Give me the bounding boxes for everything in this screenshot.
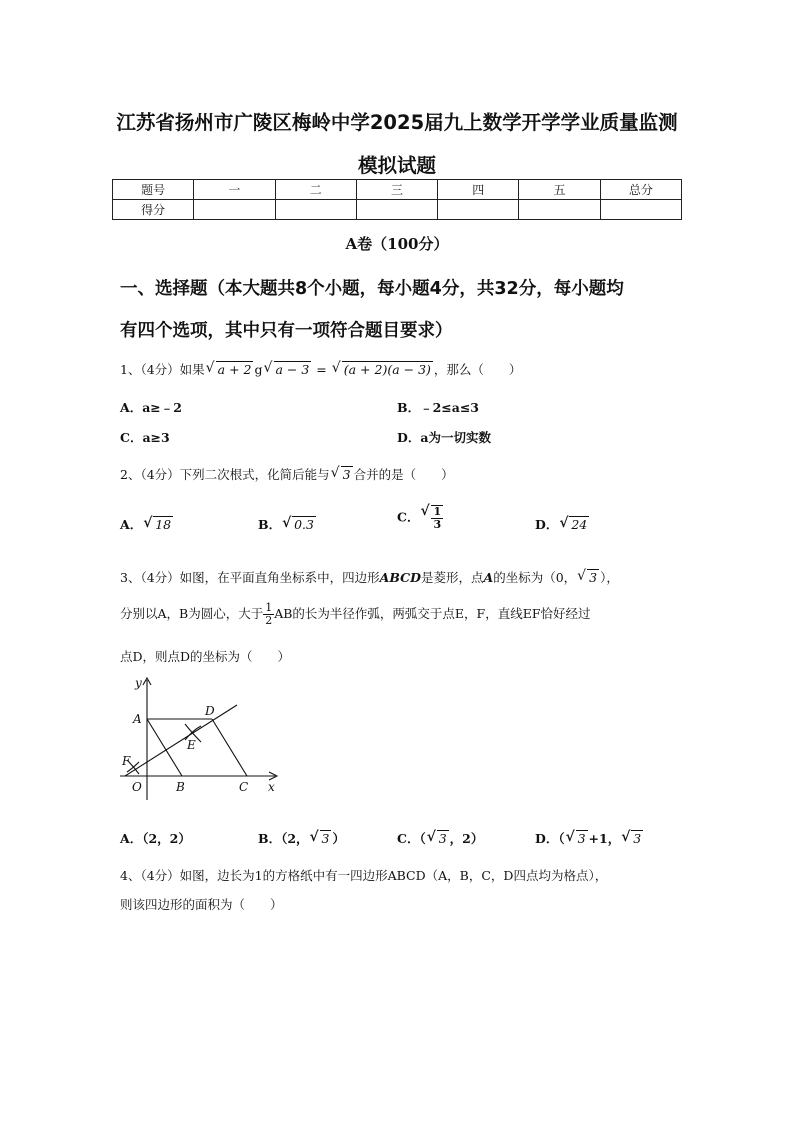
section-a-heading: A卷（100分）: [345, 235, 449, 253]
q1-option-d[interactable]: D．a为一切实数: [397, 430, 491, 445]
score-header-cell: 三: [356, 180, 437, 200]
score-row-label: 得分: [113, 200, 194, 220]
label-c: C: [239, 780, 249, 794]
question-3-line1: 3、（4分）如图，在平面直角坐标系中，四边形ABCD是菱形，点A的坐标为（0，√ 3 ），: [120, 568, 619, 586]
score-table-score-row: [113, 200, 682, 220]
q2-option-d[interactable]: D．√ 24: [535, 515, 590, 533]
score-cell[interactable]: [275, 200, 356, 220]
score-cell[interactable]: [194, 200, 275, 220]
q2-radical: √ 3: [331, 467, 353, 482]
label-d: D: [205, 704, 215, 718]
doc-title-line1: 江苏省扬州市广陵区梅岭中学2025届九上数学开学学业质量监测: [116, 111, 678, 134]
q2-suffix: 合并的是（ ）: [353, 467, 454, 482]
q2-option-c[interactable]: C． √ $\frac{1}{3}$: [397, 505, 444, 531]
label-x: x: [268, 780, 275, 794]
segment-ab: [147, 719, 182, 776]
score-cell[interactable]: [600, 200, 681, 220]
score-header-cell: 四: [438, 180, 519, 200]
score-table: [112, 179, 682, 220]
question-2-stem: [120, 465, 454, 483]
q3-option-c[interactable]: C．（√ 3 ，2）: [397, 829, 483, 847]
q2-option-b[interactable]: B．√ 0.3: [258, 515, 317, 533]
score-header-cell: 题号: [113, 180, 194, 200]
q3-option-a[interactable]: A．（2，2）: [120, 831, 191, 846]
line-ef: [125, 705, 237, 776]
q1-suffix: ，那么（ ）: [433, 362, 522, 377]
score-header-cell: 总分: [600, 180, 681, 200]
score-header-cell: 五: [519, 180, 600, 200]
label-y: y: [135, 676, 142, 690]
q1-radical-3: √ (a + 2)(a − 3): [332, 362, 433, 377]
q2-option-a[interactable]: A．√ 18: [120, 515, 174, 533]
question-1-stem: [120, 360, 521, 378]
question-4-line2: 则该四边形的面积为（ ）: [120, 897, 283, 912]
q3-figure: [115, 672, 290, 802]
q1-option-c[interactable]: C．a≥3: [120, 430, 170, 445]
q1-equals: =: [312, 362, 331, 377]
label-b: B: [176, 780, 185, 794]
question-3-line3: 点D，则点D的坐标为（ ）: [120, 649, 291, 664]
label-e: E: [187, 738, 196, 752]
q1-radical-1: √ a + 2: [206, 362, 254, 377]
section1-heading-line2: 有四个选项，其中只有一项符合题目要求）: [120, 321, 453, 341]
question-4-line1: 4、（4分）如图，边长为1的方格纸中有一四边形ABCD（A，B，C，D四点均为格点），: [120, 868, 608, 883]
q3-option-d[interactable]: D．（√ 3 +1，√ 3: [535, 829, 644, 847]
question-3-line2: 分别以A，B为圆心，大于 $\frac{1}{2}$ AB的长为半径作弧，两弧交于点E，F，直线EF恰好经过: [120, 601, 591, 627]
score-cell[interactable]: [438, 200, 519, 220]
segment-cd: [212, 719, 247, 776]
q1-dot: g: [254, 362, 263, 377]
q3-option-b[interactable]: B．（2，√ 3 ）: [258, 829, 345, 847]
q2-prefix: 2、（4分）下列二次根式，化简后能与: [120, 467, 330, 482]
doc-title-line2: 模拟试题: [357, 154, 436, 177]
q1-option-a[interactable]: A．a≥﹣2: [120, 400, 182, 415]
score-header-cell: 二: [275, 180, 356, 200]
score-cell[interactable]: [356, 200, 437, 220]
q1-radical-2: √ a − 3: [264, 362, 312, 377]
section1-heading-line1: 一、选择题（本大题共8个小题，每小题4分，共32分，每小题均: [120, 279, 624, 299]
label-a: A: [133, 712, 142, 726]
score-header-cell: 一: [194, 180, 275, 200]
score-cell[interactable]: [519, 200, 600, 220]
label-f: F: [122, 754, 131, 768]
q1-prefix: 1、（4分）如果: [120, 362, 205, 377]
q1-option-b[interactable]: B．﹣2≤a≤3: [397, 400, 480, 415]
score-table-header-row: [113, 180, 682, 200]
label-o: O: [132, 780, 142, 794]
